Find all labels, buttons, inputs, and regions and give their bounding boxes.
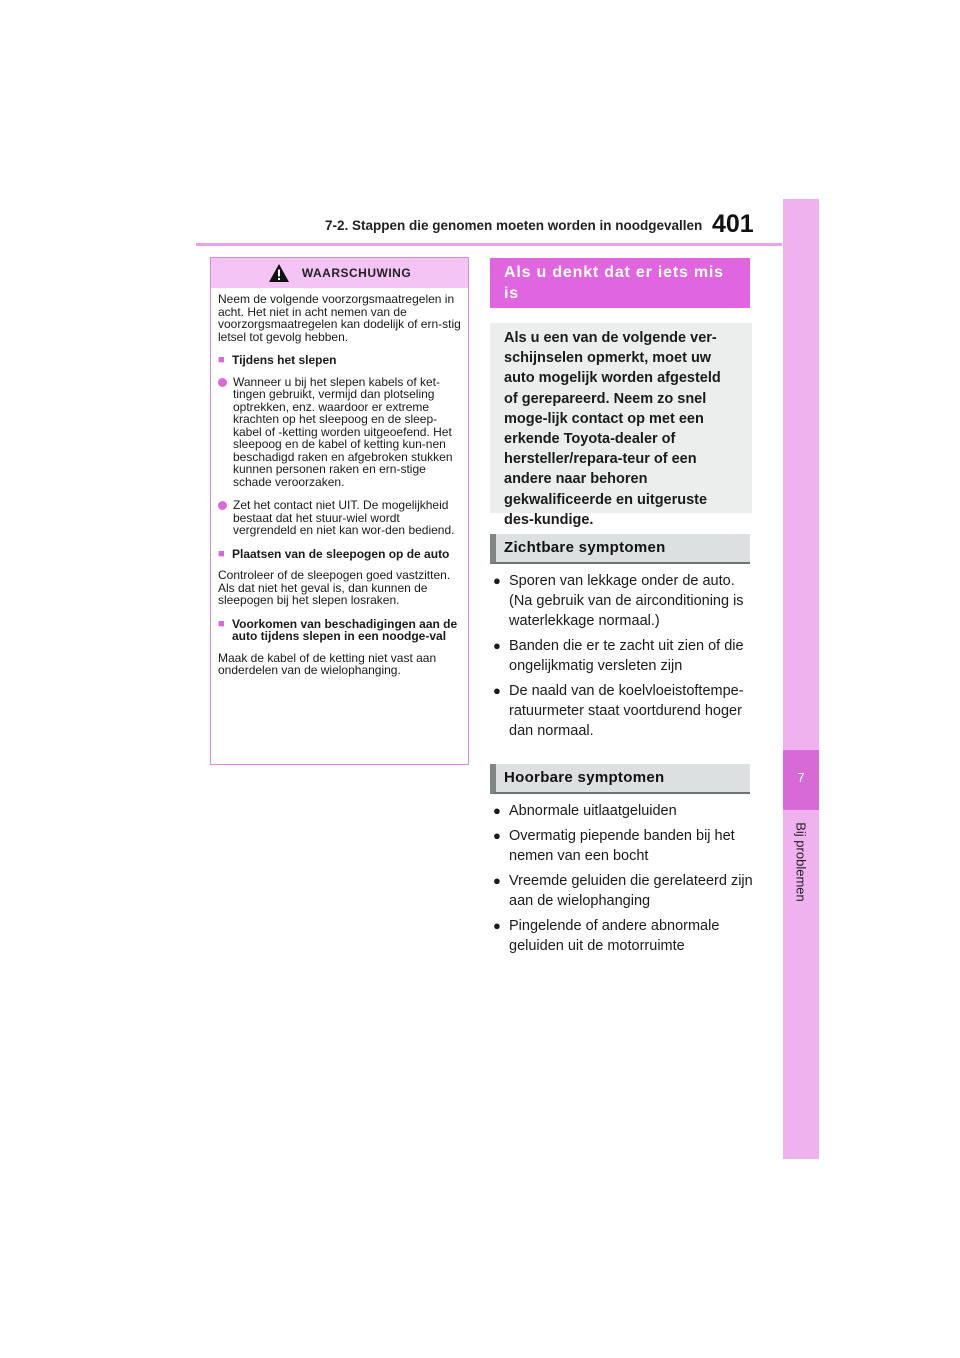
bullet-icon: ● (493, 683, 501, 699)
warning-title: WAARSCHUWING (301, 266, 412, 280)
warning-body (211, 288, 468, 677)
bullet-icon: ● (493, 803, 501, 818)
square-bullet-icon: ■ (218, 617, 225, 630)
list-item: ● Overmatig piepende banden bij het nemen van een bocht (493, 826, 755, 866)
bullet-icon: ● (493, 638, 501, 654)
list-item: ● Pingelende of andere abnormale geluiden uit de motorruimte (493, 916, 755, 956)
warning-box (210, 257, 469, 765)
intro-box: Als u een van de volgende ver-schijnselen opmerkt, moet uw auto mogelijk worden afgesteld of gerepareerd. Neem zo snel moge-lijk contact op met een erkende Toyota-dealer of hersteller/repara-teur of een andere naar behoren gekwalificeerde en uitgeruste des-kundige. (490, 323, 752, 513)
page-number: 401 (712, 210, 754, 238)
warning-section-heading: ■ Tijdens het slepen (218, 353, 337, 367)
audible-symptoms-heading: Hoorbare symptomen (490, 764, 750, 794)
warning-list-item: Zet het contact niet UIT. De mogelijkheid bestaat dat het stuur-wiel wordt vergrendeld en niet kan wor-den bediend. (218, 499, 461, 537)
bullet-icon: ● (493, 573, 501, 588)
warning-section-heading: ■ Plaatsen van de sleepogen op de auto (218, 546, 450, 561)
bullet-icon: ● (493, 827, 501, 843)
square-bullet-icon: ■ (218, 354, 225, 366)
circle-bullet-icon (218, 378, 227, 387)
audible-symptoms-list (493, 801, 755, 960)
list-item: ● Vreemde geluiden die gerelateerd zijn aan de wielophanging (493, 871, 755, 911)
bullet-icon: ● (493, 872, 501, 888)
warning-section-text: Maak de kabel of de ketting niet vast aan onderdelen van de wielophanging. (218, 650, 437, 677)
chapter-side-tab (783, 199, 819, 1159)
warning-intro: Neem de volgende voorzorgsmaatregelen in acht. Het niet in acht nemen van de voorzorgsmaatregelen kan dodelijk of ern-stig letsel tot gevolg hebben. (218, 292, 461, 344)
circle-bullet-icon (218, 501, 227, 510)
list-item: ● Sporen van lekkage onder de auto. (Na gebruik van de airconditioning is waterlekkage normaal.) (493, 571, 755, 632)
topic-banner: Als u denkt dat er iets mis is (490, 258, 750, 308)
square-bullet-icon: ■ (218, 547, 225, 560)
warning-section-heading: ■ Voorkomen van beschadigingen aan de auto tijdens slepen in een noodge-val (218, 616, 458, 643)
header-divider (196, 243, 782, 246)
bullet-icon: ● (493, 917, 501, 933)
chapter-label: Bij problemen (793, 822, 809, 902)
visible-symptoms-heading: Zichtbare symptomen (490, 534, 750, 564)
warning-triangle-icon (268, 263, 290, 283)
warning-list-item: Wanneer u bij het slepen kabels of ket-tingen gebruikt, vermijd dan plotseling optrekken, enz. waardoor er extreme krachten op het sleepoog en de sleep-kabel of -ketting worden uitgeoefend. Het sleepoog en de kabel of ketting kun-nen beschadigd raken en afgebroken stukken kunnen personen raken en ern-stige schade veroorzaken. (218, 376, 461, 489)
chapter-number: 7 (783, 750, 819, 810)
warning-section-text: Controleer of de sleepogen goed vastzitten. Als dat niet het geval is, dan kunnen de sleepogen bij het slepen losraken. (218, 568, 451, 607)
section-title: 7-2. Stappen die genomen moeten worden in noodgevallen (325, 218, 703, 233)
warning-header (211, 258, 468, 288)
visible-symptoms-list (493, 571, 755, 746)
list-item: ● Abnormale uitlaatgeluiden (493, 801, 755, 821)
list-item: ● De naald van de koelvloeistoftempe-ratuurmeter staat voortdurend hoger dan normaal. (493, 681, 755, 742)
list-item: ● Banden die er te zacht uit zien of die ongelijkmatig versleten zijn (493, 636, 755, 676)
